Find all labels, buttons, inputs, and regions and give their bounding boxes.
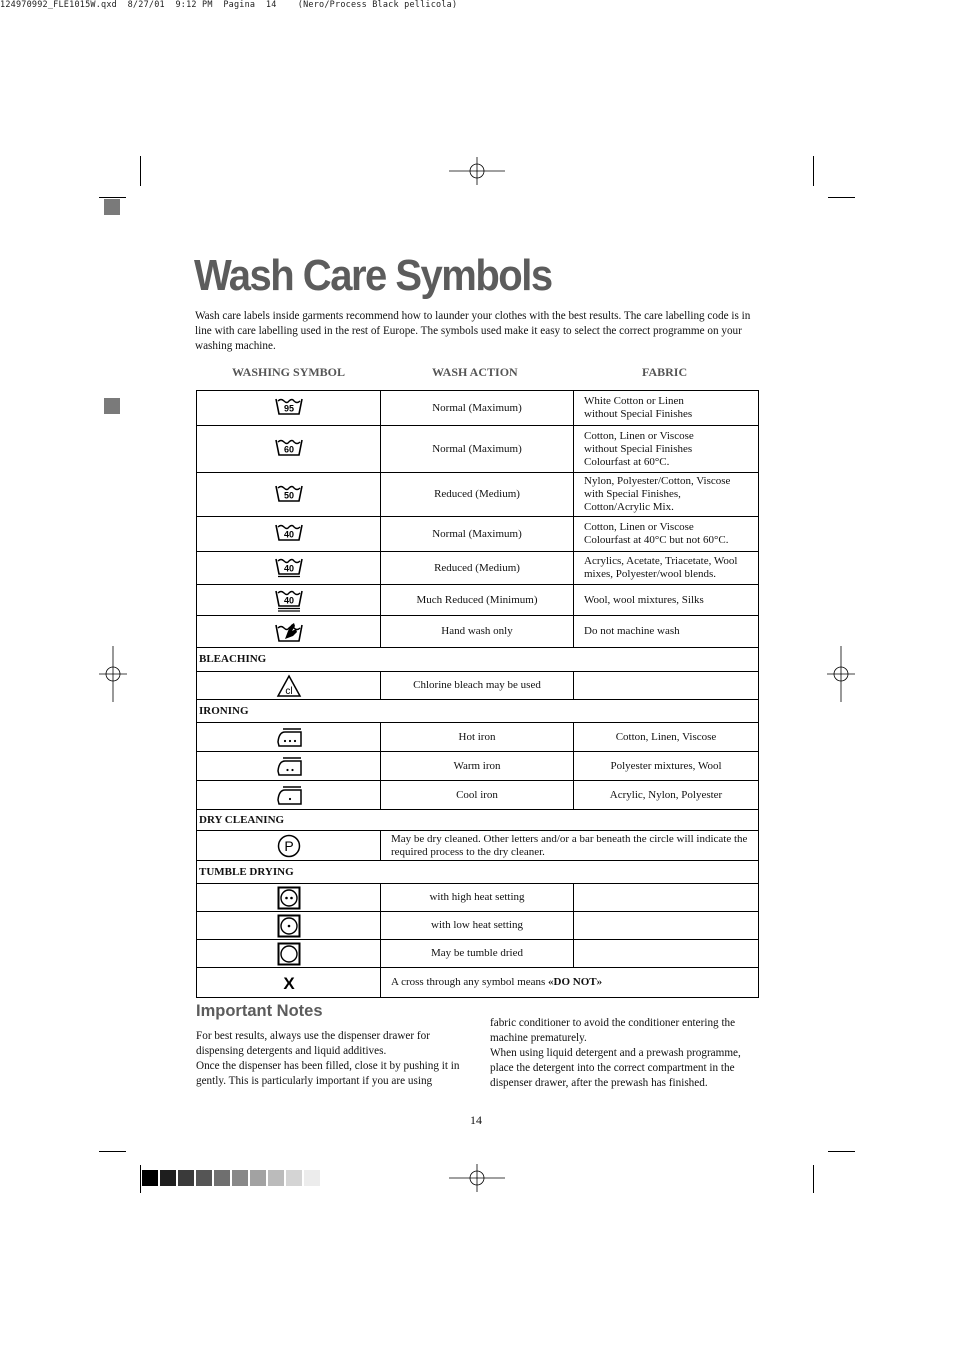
wash-action-cell: Cool iron bbox=[381, 781, 574, 810]
table-row bbox=[197, 616, 759, 648]
wash-action-cell: Much Reduced (Minimum) bbox=[381, 585, 574, 616]
fabric-cell: Nylon, Polyester/Cotton, Viscose with Special Finishes, Cotton/Acrylic Mix. bbox=[574, 473, 759, 517]
table-row bbox=[197, 473, 759, 517]
column-header-symbol: WASHING SYMBOL bbox=[232, 365, 346, 379]
chlorine-bleach-icon bbox=[197, 674, 380, 698]
wash-action-cell: with high heat setting bbox=[381, 884, 574, 912]
color-swatch bbox=[196, 1170, 212, 1186]
table-row bbox=[197, 723, 759, 752]
wash-95-icon bbox=[197, 395, 380, 421]
intro-paragraph: Wash care labels inside garments recommend how to launder your clothes with the best results. The care labelling code is in line with care labelling used in the rest of Europe. The symbols used make it easy to select the correct programme on your washing machine. bbox=[195, 310, 751, 352]
symbol-cell bbox=[197, 781, 381, 810]
page-title: Wash Care Symbols bbox=[194, 252, 552, 300]
symbol-cell bbox=[197, 585, 381, 616]
symbol-cell bbox=[197, 723, 381, 752]
color-swatch bbox=[214, 1170, 230, 1186]
fabric-cell: Polyester mixtures, Wool bbox=[574, 752, 759, 781]
fabric-cell: Cotton, Linen or Viscose without Special Finishes Colourfast at 60°C. bbox=[574, 426, 759, 473]
section-heading: BLEACHING bbox=[197, 648, 759, 672]
section-heading-row bbox=[197, 861, 759, 884]
svg-text:P: P bbox=[283, 837, 294, 854]
tumble-dry-icon bbox=[197, 942, 380, 966]
table-row bbox=[197, 517, 759, 552]
wash-action-cell: Reduced (Medium) bbox=[381, 552, 574, 585]
symbol-cell bbox=[197, 752, 381, 781]
section-heading-row bbox=[197, 648, 759, 672]
tumble-dry-low-icon bbox=[197, 914, 380, 938]
crop-mark bbox=[99, 197, 126, 198]
symbol-cell bbox=[197, 616, 381, 648]
section-heading-row bbox=[197, 810, 759, 831]
crop-mark bbox=[828, 1151, 855, 1152]
color-swatch bbox=[304, 1170, 320, 1186]
color-swatch bbox=[160, 1170, 176, 1186]
table-row bbox=[197, 968, 759, 998]
crop-mark bbox=[828, 197, 855, 198]
fabric-cell: Cotton, Linen or Viscose Colourfast at 40°C but not 60°C. bbox=[574, 517, 759, 552]
margin-marker-square bbox=[104, 398, 120, 414]
wash-40-minimum-icon bbox=[197, 587, 380, 613]
wash-action-cell: Normal (Maximum) bbox=[381, 517, 574, 552]
crop-mark bbox=[140, 156, 141, 186]
symbol-cell bbox=[197, 912, 381, 940]
wash-60-icon bbox=[197, 436, 380, 462]
wash-action-cell: Normal (Maximum) bbox=[381, 426, 574, 473]
table-row bbox=[197, 672, 759, 700]
fabric-cell bbox=[574, 884, 759, 912]
svg-text:cl: cl bbox=[284, 685, 293, 697]
wash-action-cell: Hot iron bbox=[381, 723, 574, 752]
color-swatch bbox=[250, 1170, 266, 1186]
color-swatch bbox=[178, 1170, 194, 1186]
color-swatch bbox=[142, 1170, 158, 1186]
color-swatch bbox=[268, 1170, 284, 1186]
symbol-cell bbox=[197, 391, 381, 426]
table-row bbox=[197, 585, 759, 616]
wash-care-table bbox=[196, 390, 759, 998]
table-row bbox=[197, 884, 759, 912]
table-row bbox=[197, 552, 759, 585]
svg-text:40: 40 bbox=[283, 595, 294, 606]
wash-action-cell: Hand wash only bbox=[381, 616, 574, 648]
symbol-cell bbox=[197, 517, 381, 552]
svg-text:60: 60 bbox=[283, 444, 294, 455]
crop-mark bbox=[813, 156, 814, 186]
table-row bbox=[197, 781, 759, 810]
section-heading: TUMBLE DRYING bbox=[197, 861, 759, 884]
wash-50-icon bbox=[197, 482, 380, 508]
column-header-fabric: FABRIC bbox=[642, 365, 688, 379]
print-slug: 124970992_FLE1015W.qxd 8/27/01 9:12 PM Pagina 14 (Nero/Process Black pellicola) bbox=[0, 0, 458, 10]
symbol-cell bbox=[197, 473, 381, 517]
cross-description bbox=[381, 968, 759, 998]
svg-text:X: X bbox=[282, 973, 295, 993]
registration-mark-icon bbox=[449, 157, 505, 185]
wash-action-cell: Chlorine bleach may be used bbox=[381, 672, 574, 700]
crop-mark bbox=[99, 1151, 126, 1152]
column-header-action: WASH ACTION bbox=[432, 365, 518, 379]
symbol-cell bbox=[197, 426, 381, 473]
crop-mark bbox=[813, 1165, 814, 1193]
page-number: 14 bbox=[470, 1113, 482, 1127]
hand-wash-icon bbox=[197, 619, 380, 645]
registration-mark-icon bbox=[449, 1164, 505, 1192]
wash-action-cell: Warm iron bbox=[381, 752, 574, 781]
cross-text: A cross through any symbol means bbox=[391, 976, 549, 988]
fabric-cell: Acrylics, Acetate, Triacetate, Wool mixes, Polyester/wool blends. bbox=[574, 552, 759, 585]
symbol-cell bbox=[197, 672, 381, 700]
fabric-cell: Acrylic, Nylon, Polyester bbox=[574, 781, 759, 810]
fabric-cell bbox=[574, 672, 759, 700]
iron-cool-icon bbox=[197, 784, 380, 806]
wash-action-cell: with low heat setting bbox=[381, 912, 574, 940]
svg-text:40: 40 bbox=[283, 563, 294, 574]
fabric-cell: Do not machine wash bbox=[574, 616, 759, 648]
section-heading: DRY CLEANING bbox=[197, 810, 759, 831]
wash-action-cell: May be tumble dried bbox=[381, 940, 574, 968]
registration-mark-icon bbox=[827, 646, 855, 702]
iron-hot-icon bbox=[197, 726, 380, 748]
symbol-cell bbox=[197, 831, 381, 861]
table-row bbox=[197, 831, 759, 861]
svg-text:95: 95 bbox=[283, 403, 294, 414]
registration-mark-icon bbox=[99, 646, 127, 702]
do-not-emphasis: «DO NOT» bbox=[548, 976, 603, 988]
table-row bbox=[197, 752, 759, 781]
notes-right-paragraph: fabric conditioner to avoid the conditioner entering the machine prematurely. When using liquid detergent and a prewash programme, place the detergent into the correct compartment in the dispenser drawer, after the prewash has finished. bbox=[490, 1017, 741, 1089]
tumble-dry-high-icon bbox=[197, 886, 380, 910]
wash-action-cell: Reduced (Medium) bbox=[381, 473, 574, 517]
section-heading-row bbox=[197, 700, 759, 723]
table-row bbox=[197, 426, 759, 473]
section-heading: IRONING bbox=[197, 700, 759, 723]
fabric-cell bbox=[574, 940, 759, 968]
iron-warm-icon bbox=[197, 755, 380, 777]
table-row bbox=[197, 940, 759, 968]
wash-40-icon bbox=[197, 521, 380, 547]
dry-clean-description: May be dry cleaned. Other letters and/or a bar beneath the circle will indicate the required process to the dry cleaner. bbox=[381, 831, 759, 861]
svg-text:40: 40 bbox=[283, 529, 294, 540]
symbol-cell bbox=[197, 552, 381, 585]
color-swatch bbox=[286, 1170, 302, 1186]
table-row bbox=[197, 912, 759, 940]
crop-mark bbox=[140, 1165, 141, 1193]
cross-icon bbox=[197, 973, 380, 993]
fabric-cell: White Cotton or Linen without Special Finishes bbox=[574, 391, 759, 426]
fabric-cell: Cotton, Linen, Viscose bbox=[574, 723, 759, 752]
wash-40-reduced-icon bbox=[197, 555, 380, 581]
dry-clean-p-icon bbox=[197, 834, 380, 858]
notes-title: Important Notes bbox=[196, 1002, 323, 1020]
wash-action-cell: Normal (Maximum) bbox=[381, 391, 574, 426]
fabric-cell: Wool, wool mixtures, Silks bbox=[574, 585, 759, 616]
table-row bbox=[197, 391, 759, 426]
margin-marker-square bbox=[104, 199, 120, 215]
symbol-cell bbox=[197, 940, 381, 968]
color-swatch bbox=[232, 1170, 248, 1186]
svg-text:50: 50 bbox=[283, 490, 294, 500]
notes-left-paragraph: For best results, always use the dispenser drawer for dispensing detergents and liquid additives. Once the dispenser has been filled, close it by pushing it in gently. This is particularly important if you are using bbox=[196, 1030, 460, 1087]
symbol-cell bbox=[197, 968, 381, 998]
fabric-cell bbox=[574, 912, 759, 940]
symbol-cell bbox=[197, 884, 381, 912]
